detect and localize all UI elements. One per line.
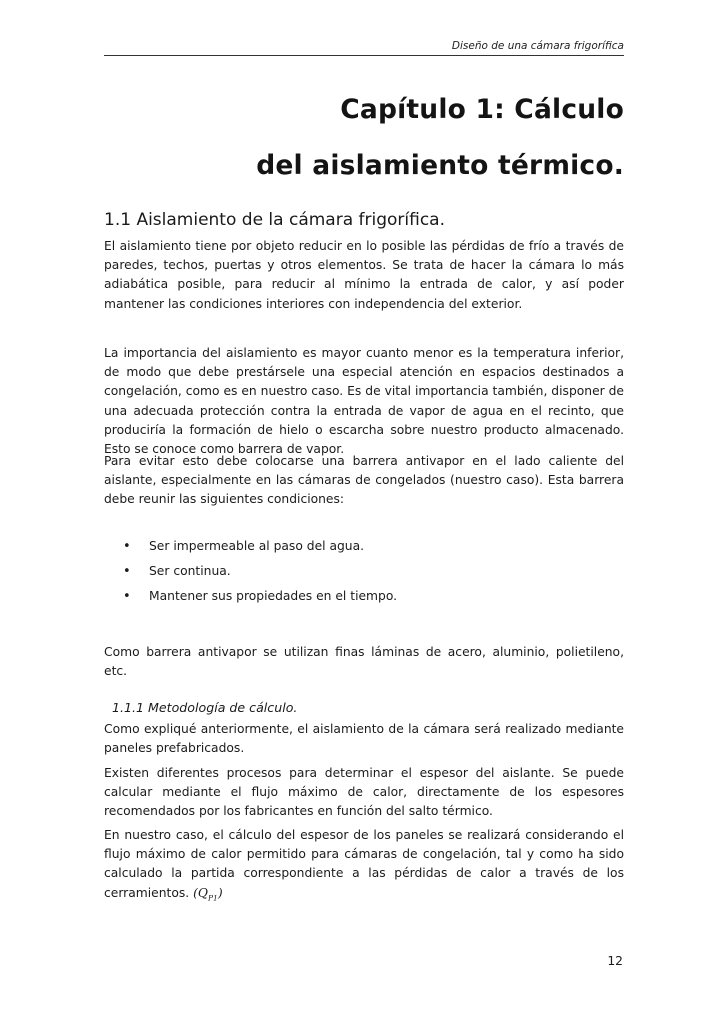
list-item-text: Mantener sus propiedades en el tiempo. — [149, 589, 398, 603]
paragraph-vapor-barrier: Para evitar esto debe colocarse una barrera antivapor en el lado caliente del aislante, especialmente en las cámaras de congelados (nuestro caso). Esta barrera debe reunir las siguientes condiciones: — [104, 454, 624, 507]
paragraph-insulation-purpose: El aislamiento tiene por objeto reducir en lo posible las pérdidas de frío a través de paredes, techos, puertas y otros elementos. Se trata de hacer la cámara lo más adiabática posible, para reducir al mínimo la entrada de calor, y así poder mantener las condiciones interiores con independencia del exterior. — [104, 239, 624, 311]
running-header — [104, 37, 624, 56]
subsection-heading: 1.1.1 Metodología de cálculo. — [112, 700, 298, 715]
formula-close-paren: ) — [217, 885, 223, 900]
formula-symbol: Q — [197, 885, 208, 900]
paragraph-our-case-text: En nuestro caso, el cálculo del espesor de los paneles se realizará considerando el flujo máximo de calor permitido para cámaras de congelación, tal y como ha sido calculado la partida correspondiente a las pérdidas de calor a través de los cerramientos. — [104, 828, 624, 900]
list-item — [120, 559, 620, 584]
page-number: 12 — [607, 954, 623, 968]
list-item-text: Ser impermeable al paso del agua. — [149, 539, 365, 553]
formula-subscript: P1 — [208, 893, 218, 903]
conditions-list — [120, 534, 620, 609]
chapter-title-line-2: del aislamiento térmico. — [256, 150, 624, 181]
heat-flow-formula — [193, 885, 223, 903]
list-item-text: Ser continua. — [149, 564, 231, 578]
bullet-icon: • — [123, 589, 131, 604]
bullet-icon: • — [123, 539, 131, 554]
list-item — [120, 584, 620, 609]
formula-open-paren: ( — [193, 885, 198, 900]
paragraph-insulation-importance: La importancia del aislamiento es mayor cuanto menor es la temperatura inferior, de modo que debe prestársele una especial atención en espacios destinados a congelación, como es en nuestro caso. Es de vital importancia también, disponer de una adecuada protección contra la entrada de vapor de agua en el recinto, que produciría la formación de hielo o escarcha sobre nuestro producto almacenado. Esto se conoce como barrera de vapor. — [104, 346, 624, 457]
paragraph-prefab-panels: Como expliqué anteriormente, el aislamiento de la cámara será realizado mediante paneles prefabricados. — [104, 722, 624, 756]
paragraph-our-case — [104, 826, 624, 907]
running-header-title: Diseño de una cámara frigorífica — [451, 40, 624, 52]
paragraph-barrier-materials: Como barrera antivapor se utilizan finas láminas de acero, aluminio, polietileno, etc. — [104, 645, 624, 679]
chapter-title — [104, 82, 624, 194]
list-item — [120, 534, 620, 559]
bullet-icon: • — [123, 564, 131, 579]
paragraph-calculation-methods: Existen diferentes procesos para determinar el espesor del aislante. Se puede calcular mediante el flujo máximo de calor, directamente de los espesores recomendados por los fabricantes en función del salto térmico. — [104, 766, 624, 819]
chapter-title-line-1: Capítulo 1: Cálculo — [340, 94, 624, 125]
section-heading: 1.1 Aislamiento de la cámara frigorífica. — [104, 210, 446, 230]
